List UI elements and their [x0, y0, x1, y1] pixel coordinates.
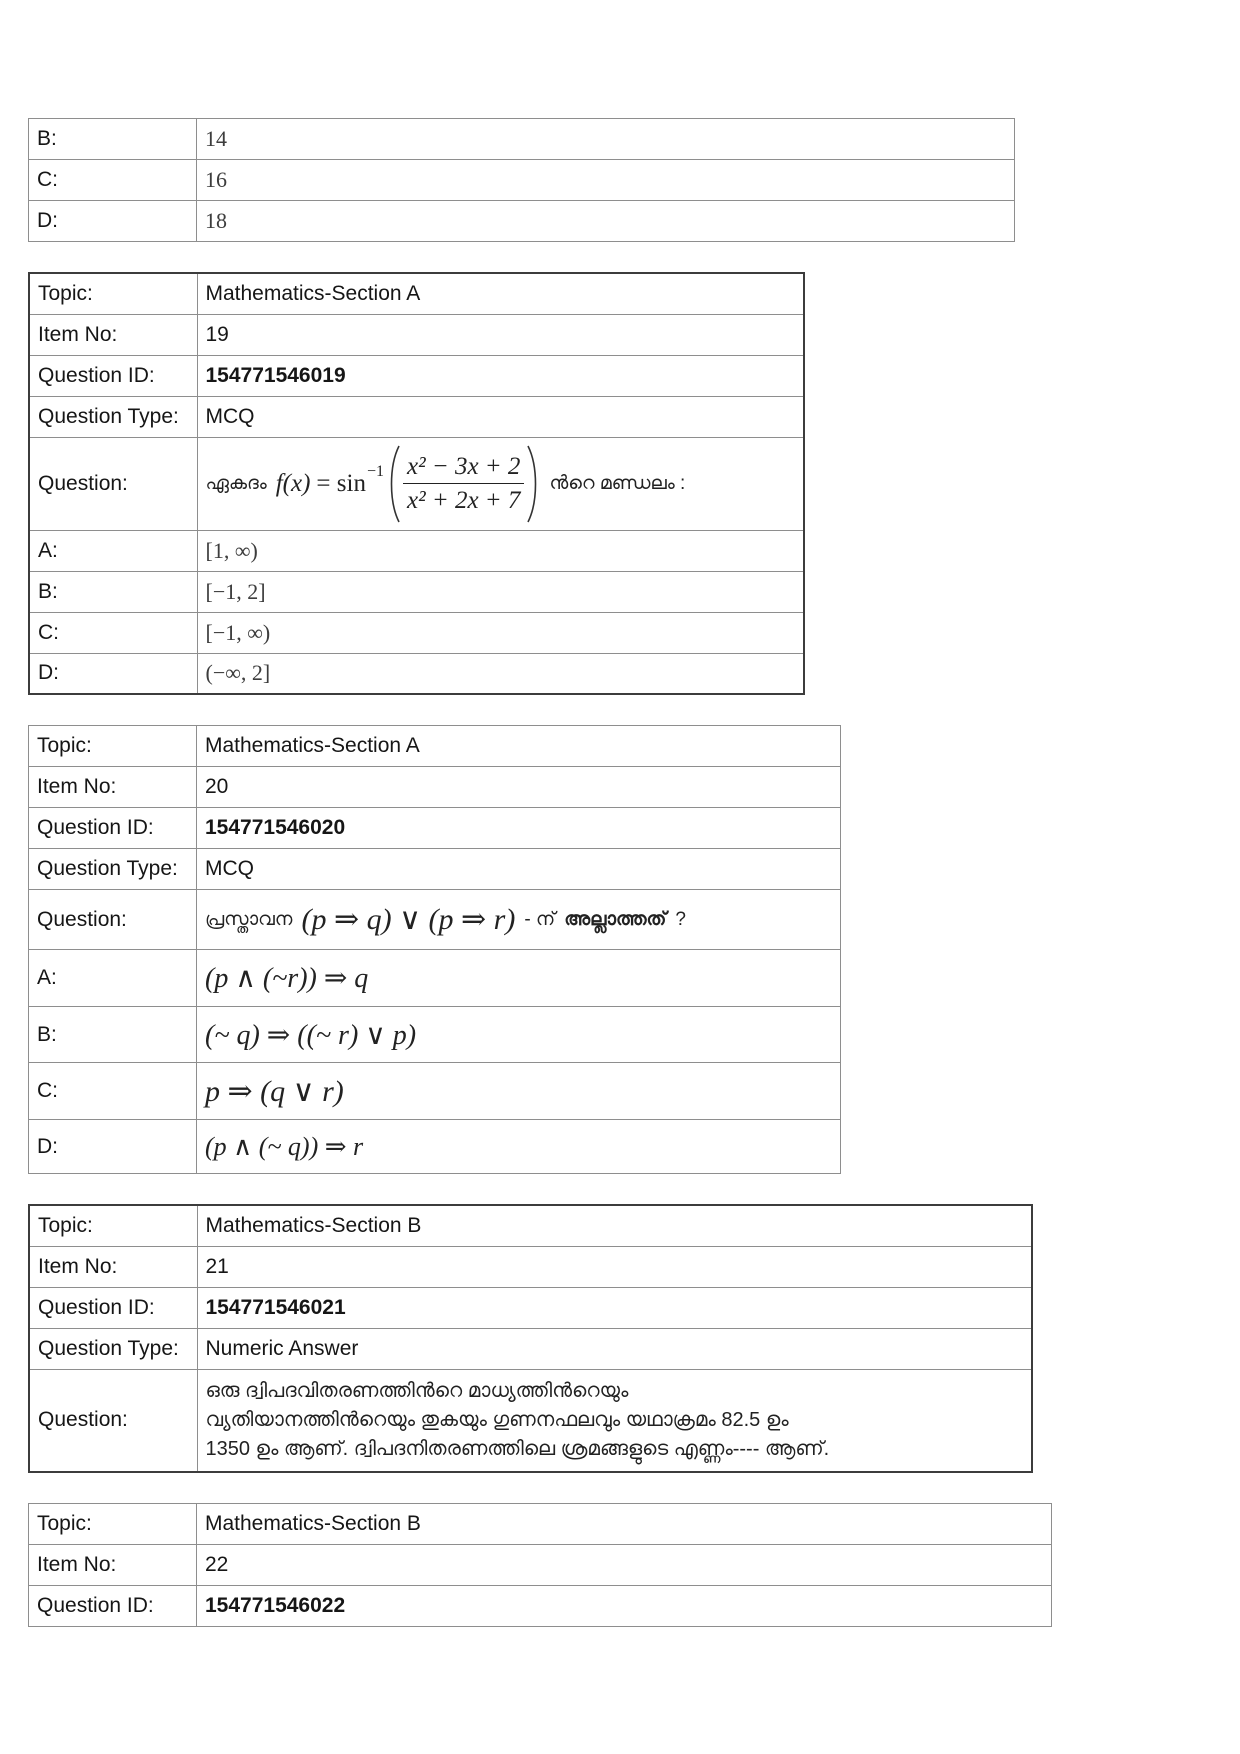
fraction-denominator: x² + 2x + 7: [406, 487, 521, 514]
topic-value: Mathematics-Section A: [197, 273, 804, 314]
question-line: ഒരു ദ്വിപദവിതരണത്തിൻറെ മാധ്യത്തിൻറെയും: [205, 1379, 629, 1402]
question-type-label: Question Type:: [29, 1328, 197, 1369]
question-table-item-22: [28, 1503, 1052, 1627]
topic-row: [29, 726, 841, 767]
question-id-value: 154771546020: [197, 808, 841, 849]
option-value: (~ q) ⇒ ((~ r) ∨ p): [197, 1007, 841, 1063]
topic-label: Topic:: [29, 1205, 197, 1246]
question-type-value: MCQ: [197, 849, 841, 890]
question-label: Question:: [29, 437, 197, 530]
option-row-b: [29, 571, 804, 612]
question-suffix: ൻറെ മണ്ഡലം :: [549, 472, 686, 494]
option-row-b: [29, 119, 1015, 160]
item-no-row: [29, 1545, 1052, 1586]
option-label: D:: [29, 1120, 197, 1174]
topic-value: Mathematics-Section B: [197, 1205, 1032, 1246]
fraction-numerator: x² − 3x + 2: [403, 450, 524, 484]
option-label: D:: [29, 201, 197, 242]
option-label: D:: [29, 653, 197, 694]
inverse-exponent: −1: [366, 462, 384, 480]
topic-label: Topic:: [29, 1504, 197, 1545]
question-type-value: MCQ: [197, 396, 804, 437]
option-label: B:: [29, 119, 197, 160]
fraction: [403, 450, 524, 517]
question-prefix: പ്രസ്താവന: [205, 908, 293, 930]
function-operator: = sin: [316, 469, 366, 497]
option-label: B:: [29, 1007, 197, 1063]
question-type-row: [29, 396, 804, 437]
question-id-label: Question ID:: [29, 1586, 197, 1627]
option-row-d: [29, 653, 804, 694]
option-value: [−1, 2]: [197, 571, 804, 612]
question-text: [205, 902, 832, 937]
item-no-label: Item No:: [29, 1246, 197, 1287]
option-value: [1, ∞): [197, 530, 804, 571]
item-no-value: 20: [197, 767, 841, 808]
question-row: [29, 437, 804, 530]
question-id-value: 154771546019: [197, 355, 804, 396]
topic-row: [29, 1205, 1032, 1246]
option-value: [−1, ∞): [197, 612, 804, 653]
question-cell: [197, 437, 804, 530]
option-value: 16: [197, 160, 1015, 201]
item-no-value: 22: [197, 1545, 1052, 1586]
item-no-row: [29, 1246, 1032, 1287]
question-row: [29, 890, 841, 950]
question-id-label: Question ID:: [29, 1287, 197, 1328]
question-type-row: [29, 1328, 1032, 1369]
option-row-b: [29, 1007, 841, 1063]
item-no-label: Item No:: [29, 767, 197, 808]
question-id-label: Question ID:: [29, 355, 197, 396]
item-no-label: Item No:: [29, 1545, 197, 1586]
question-type-value: Numeric Answer: [197, 1328, 1032, 1369]
question-id-value: 154771546021: [197, 1287, 1032, 1328]
question-cell: [197, 890, 841, 950]
option-row-d: [29, 201, 1015, 242]
statement-formula: (p ⇒ q) ∨ (p ⇒ r): [301, 903, 516, 936]
right-paren-icon: [526, 444, 540, 524]
option-label: C:: [29, 1063, 197, 1120]
question-line: വ്യതിയാനത്തിൻറെയും തുകയും ഗുണനഫലവും യഥാക്രമം 82.5 ഉം: [205, 1408, 789, 1431]
question-type-row: [29, 849, 841, 890]
question-text: [206, 444, 796, 524]
topic-row: [29, 273, 804, 314]
question-line: 1350 ഉം ആണ്. ദ്വിപദനിതരണത്തിലെ ശ്രമങ്ങളുടെ എണ്ണം---- ആണ്.: [205, 1437, 830, 1460]
question-id-value: 154771546022: [197, 1586, 1052, 1627]
option-label: C:: [29, 612, 197, 653]
question-id-label: Question ID:: [29, 808, 197, 849]
topic-row: [29, 1504, 1052, 1545]
question-table-item-19: [28, 272, 805, 695]
option-row-a: [29, 530, 804, 571]
item-no-value: 21: [197, 1246, 1032, 1287]
question-prefix: ഏകദം: [205, 472, 267, 494]
option-value: (−∞, 2]: [197, 653, 804, 694]
question-emphasis: അല്ലാത്തത്: [564, 908, 667, 930]
topic-label: Topic:: [29, 273, 197, 314]
question-type-label: Question Type:: [29, 849, 197, 890]
question-label: Question:: [29, 890, 197, 950]
option-label: A:: [29, 530, 197, 571]
option-row-c: [29, 612, 804, 653]
option-row-c: [29, 160, 1015, 201]
question-row: [29, 1369, 1032, 1472]
item-no-row: [29, 767, 841, 808]
option-row-d: [29, 1120, 841, 1174]
domain-formula: [276, 444, 541, 524]
option-value: 14: [197, 119, 1015, 160]
left-paren-icon: [387, 444, 401, 524]
option-row-a: [29, 950, 841, 1007]
function-lhs: f(x): [275, 469, 311, 497]
question-table-item-20: [28, 725, 841, 1174]
option-value: 18: [197, 201, 1015, 242]
option-value: (p ∧ (~r)) ⇒ q: [197, 950, 841, 1007]
option-label: B:: [29, 571, 197, 612]
question-id-row: [29, 1287, 1032, 1328]
question-end: ?: [675, 908, 686, 930]
item-no-label: Item No:: [29, 314, 197, 355]
topic-value: Mathematics-Section B: [197, 1504, 1052, 1545]
option-value: p ⇒ (q ∨ r): [197, 1063, 841, 1120]
question-id-row: [29, 1586, 1052, 1627]
question-table-item-21: [28, 1204, 1033, 1473]
option-row-c: [29, 1063, 841, 1120]
topic-label: Topic:: [29, 726, 197, 767]
question-cell: [197, 1369, 1032, 1472]
option-label: A:: [29, 950, 197, 1007]
question-id-row: [29, 355, 804, 396]
option-label: C:: [29, 160, 197, 201]
item-no-row: [29, 314, 804, 355]
question-label: Question:: [29, 1369, 197, 1472]
question-connector: - ന്: [524, 908, 556, 930]
option-value: (p ∧ (~ q)) ⇒ r: [197, 1120, 841, 1174]
topic-value: Mathematics-Section A: [197, 726, 841, 767]
question-type-label: Question Type:: [29, 396, 197, 437]
continued-options-table: [28, 118, 1015, 242]
item-no-value: 19: [197, 314, 804, 355]
question-id-row: [29, 808, 841, 849]
